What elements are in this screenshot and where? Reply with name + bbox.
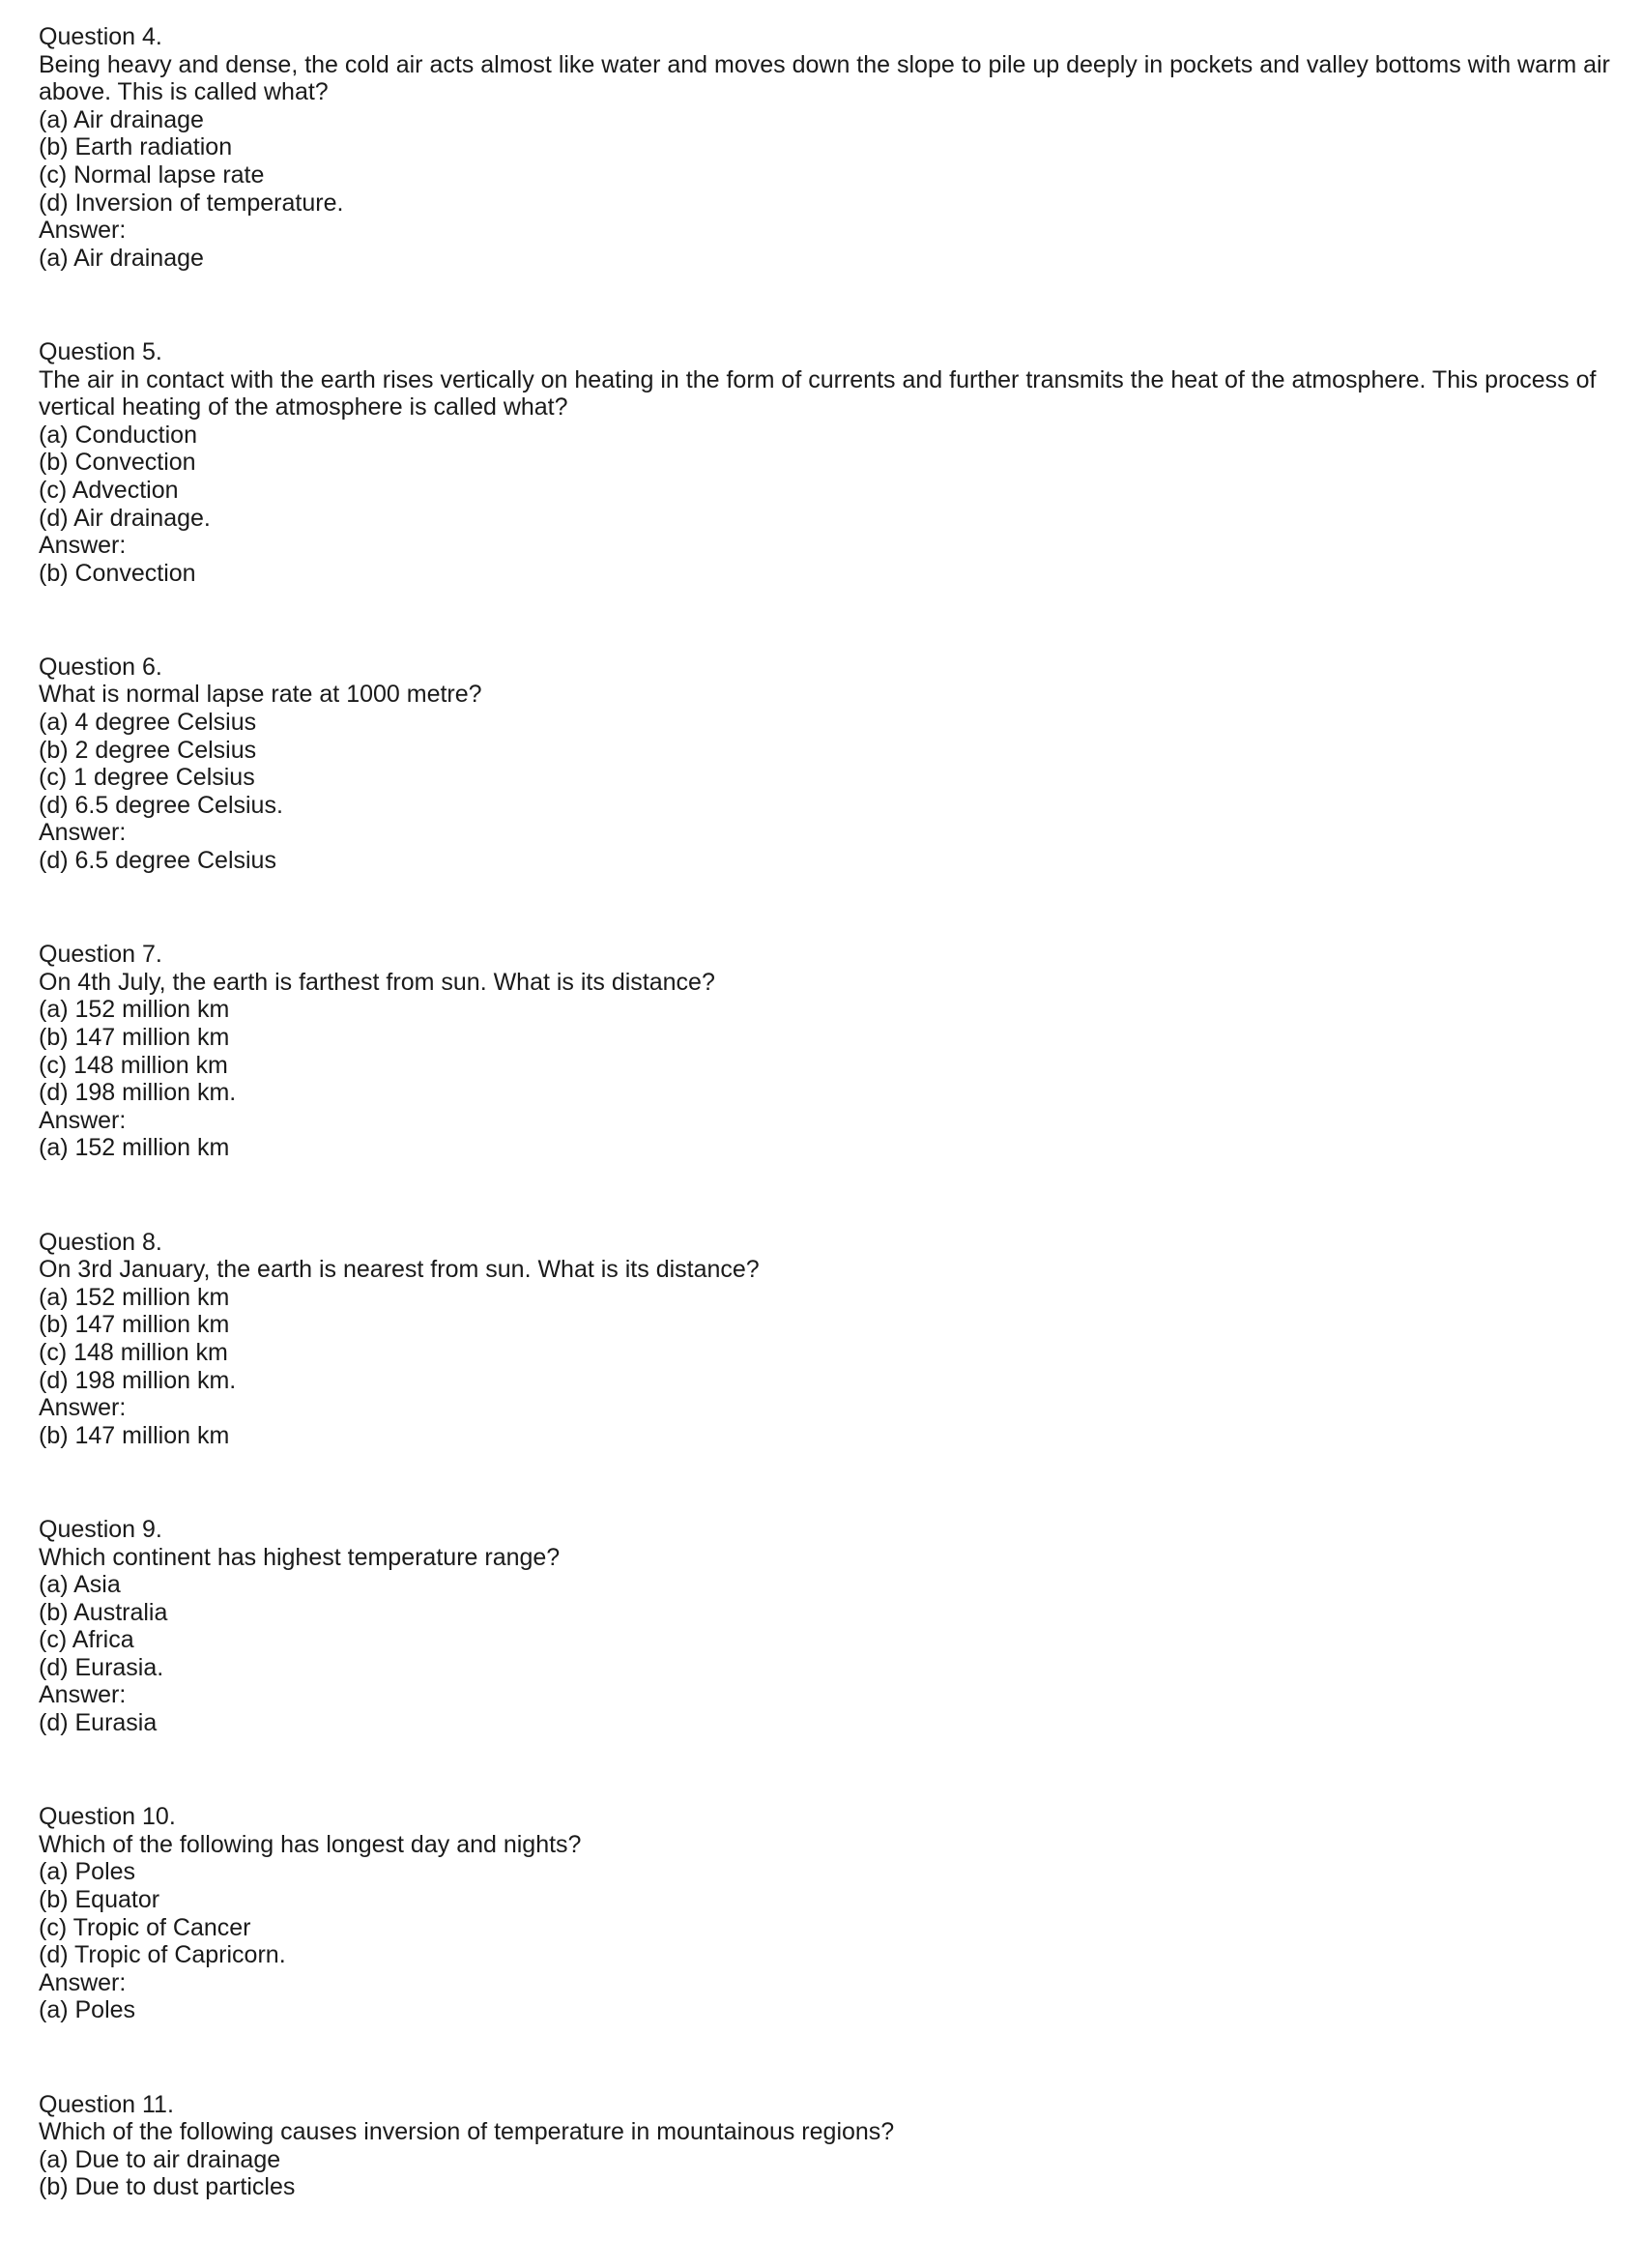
option-d: (d) Eurasia.: [39, 1653, 164, 1681]
question-heading: Question 6.: [39, 653, 162, 681]
option-d: (d) Air drainage.: [39, 504, 211, 532]
option-a: (a) 152 million km: [39, 1283, 230, 1311]
option-b: (b) 147 million km: [39, 1024, 230, 1051]
option-b: (b) Equator: [39, 1886, 160, 1914]
option-d: (d) Inversion of temperature.: [39, 189, 344, 217]
question-heading: Question 8.: [39, 1228, 162, 1256]
question-heading: Question 11.: [39, 2090, 174, 2118]
option-c: (c) 1 degree Celsius: [39, 764, 255, 792]
option-a: (a) Conduction: [39, 421, 197, 449]
option-b: (b) Australia: [39, 1598, 168, 1626]
option-a: (a) Poles: [39, 1858, 136, 1886]
option-c: (c) 148 million km: [39, 1338, 228, 1366]
option-c: (c) 148 million km: [39, 1051, 228, 1079]
question-heading: Question 7.: [39, 941, 162, 969]
option-a: (a) 152 million km: [39, 996, 230, 1024]
question-text: The air in contact with the earth rises vertically on heating in the form of currents and further transmits the heat of the atmosphere. This process of vertical heating of the atmosphere is called what?: [39, 365, 1597, 422]
question-heading: Question 4.: [39, 23, 162, 50]
question-block: [39, 1803, 1614, 2024]
document-body: [39, 23, 1614, 2268]
question-block: [39, 654, 1614, 875]
option-a: (a) 4 degree Celsius: [39, 709, 257, 737]
question-heading: Question 5.: [39, 337, 162, 365]
option-c: (c) Africa: [39, 1626, 134, 1654]
option-a: (a) Asia: [39, 1571, 121, 1599]
option-b: (b) Earth radiation: [39, 133, 233, 161]
option-c: (c) Advection: [39, 476, 179, 504]
answer-value: (b) Convection: [39, 559, 196, 587]
option-d: (d) 6.5 degree Celsius.: [39, 791, 283, 819]
option-d: (d) 198 million km.: [39, 1366, 237, 1394]
option-a: (a) Air drainage: [39, 105, 204, 133]
question-block: [39, 2091, 1614, 2201]
question-heading: Question 10.: [39, 1803, 176, 1831]
question-text: Being heavy and dense, the cold air acts almost like water and moves down the slope to pile up deeply in pockets and valley bottoms with warm air above. This is called what?: [39, 50, 1610, 106]
question-block: [39, 338, 1614, 587]
answer-label: Answer:: [39, 1106, 127, 1134]
option-c: (c) Normal lapse rate: [39, 160, 265, 189]
answer-value: (a) Poles: [39, 1996, 136, 2024]
question-block: [39, 1516, 1614, 1737]
question-text: What is normal lapse rate at 1000 metre?: [39, 681, 482, 709]
answer-label: Answer:: [39, 532, 127, 560]
option-a: (a) Due to air drainage: [39, 2145, 281, 2173]
option-b: (b) Due to dust particles: [39, 2173, 296, 2201]
question-block: [39, 1229, 1614, 1450]
answer-value: (d) 6.5 degree Celsius: [39, 847, 276, 875]
answer-label: Answer:: [39, 1394, 127, 1422]
option-d: (d) Tropic of Capricorn.: [39, 1941, 286, 1969]
answer-value: (d) Eurasia: [39, 1709, 158, 1737]
answer-value: (a) 152 million km: [39, 1134, 230, 1162]
question-block: [39, 941, 1614, 1162]
question-text: Which of the following has longest day and nights?: [39, 1830, 582, 1858]
question-text: On 3rd January, the earth is nearest from sun. What is its distance?: [39, 1256, 760, 1284]
question-text: On 4th July, the earth is farthest from sun. What is its distance?: [39, 968, 715, 996]
answer-label: Answer:: [39, 819, 127, 847]
question-text: Which continent has highest temperature range?: [39, 1543, 561, 1571]
option-b: (b) 147 million km: [39, 1311, 230, 1339]
question-text: Which of the following causes inversion of temperature in mountainous regions?: [39, 2118, 895, 2146]
option-b: (b) 2 degree Celsius: [39, 736, 257, 764]
answer-value: (b) 147 million km: [39, 1421, 230, 1449]
question-block: [39, 23, 1614, 272]
option-b: (b) Convection: [39, 449, 196, 477]
question-heading: Question 9.: [39, 1515, 162, 1543]
answer-value: (a) Air drainage: [39, 244, 204, 272]
answer-label: Answer:: [39, 1681, 127, 1709]
option-d: (d) 198 million km.: [39, 1079, 237, 1107]
answer-label: Answer:: [39, 1968, 127, 1996]
answer-label: Answer:: [39, 217, 127, 245]
option-c: (c) Tropic of Cancer: [39, 1913, 251, 1941]
